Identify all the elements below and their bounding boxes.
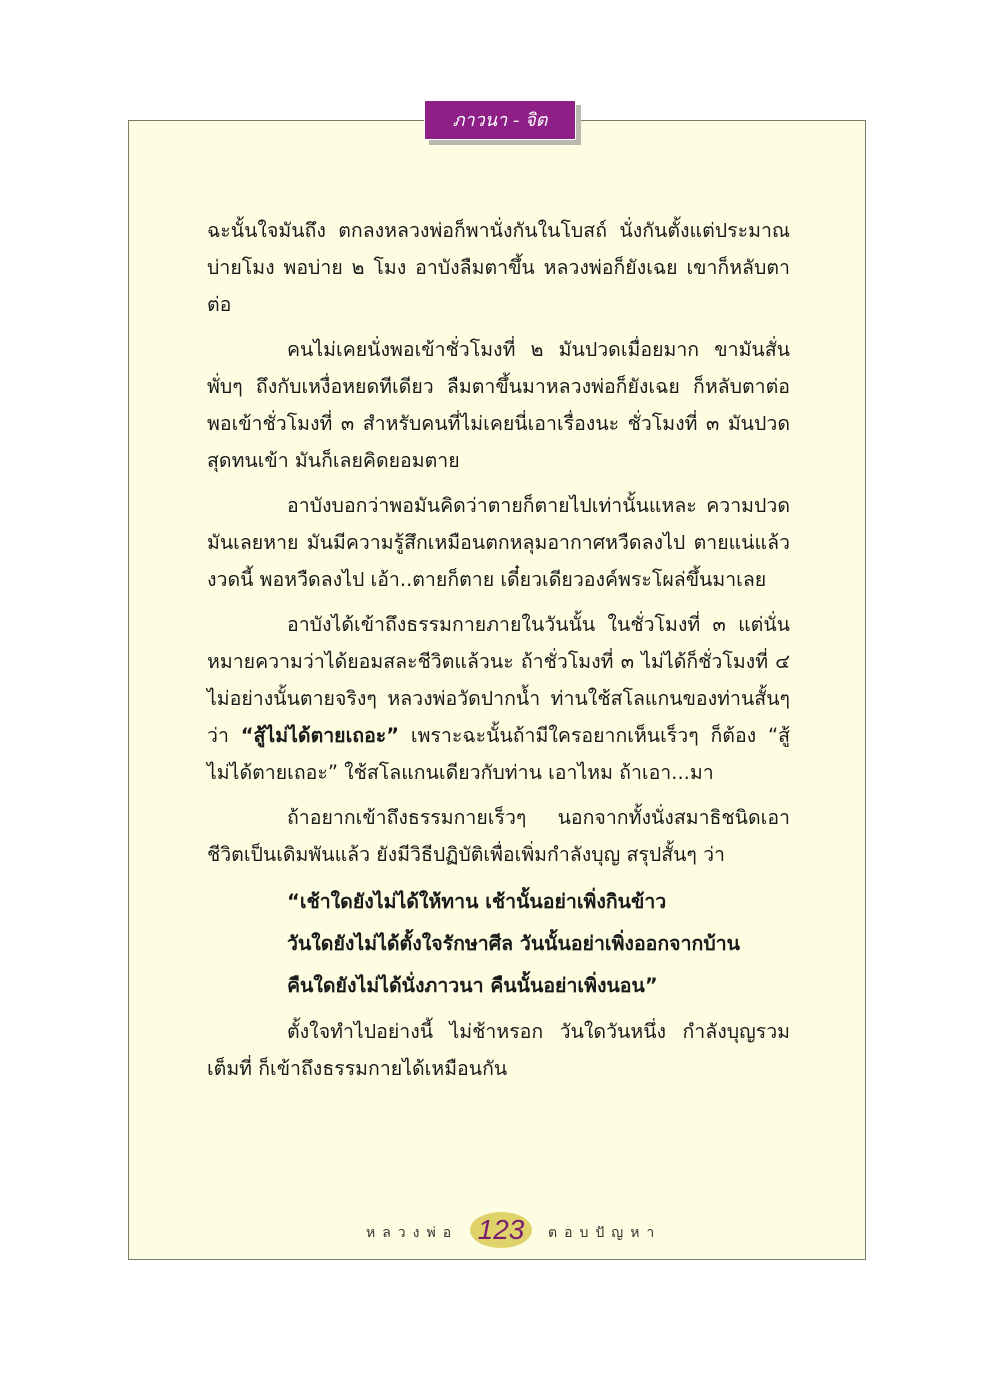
footer-book-title-left: หลวงพ่อ (366, 1225, 459, 1241)
section-title: ภาวนา - จิต (452, 110, 548, 131)
body-text (207, 212, 790, 1095)
page-number: 123 (470, 1212, 532, 1248)
paragraph (207, 1013, 790, 1087)
paragraph (207, 212, 790, 323)
section-title-tab (424, 100, 576, 140)
paragraph (207, 487, 790, 598)
paragraph-text: คนไม่เคยนั่งพอเข้าชั่วโมงที่ ๒ มันปวดเมื่อยมาก ขามันสั่นพั่บๆ ถึงกับเหงื่อหยดทีเดียว ลืมตาขึ้นมาหลวงพ่อก็ยังเฉย ก็หลับตาต่อ พอเข้าชั่วโมงที่ ๓ สำหรับคนที่ไม่เคยนี่เอาเรื่องนะ ชั่วโมงที่ ๓ มันปวดสุดทนเข้า มันก็เลยคิดยอมตาย (207, 338, 790, 472)
slogan-bold: “สู้ไม่ได้ตายเถอะ” (240, 724, 400, 747)
paragraph (207, 606, 790, 791)
quote-line: คืนใดยังไม่ได้นั่งภาวนา คืนนั้นอย่าเพิ่งนอน” (287, 974, 658, 997)
quote-block (287, 881, 790, 1007)
paragraph-text: ฉะนั้นใจมันถึง ตกลงหลวงพ่อก็พานั่งกันในโบสถ์ นั่งกันตั้งแต่ประมาณบ่ายโมง พอบ่าย ๒ โมง อาบังลืมตาขึ้น หลวงพ่อก็ยังเฉย เขาก็หลับตาต่อ (207, 219, 790, 316)
paragraph-text: ถ้าอยากเข้าถึงธรรมกายเร็วๆ นอกจากทั้งนั่งสมาธิชนิดเอาชีวิตเป็นเดิมพันแล้ว ยังมีวิธีปฏิบัติเพื่อเพิ่มกำลังบุญ สรุปสั้นๆ ว่า (207, 806, 790, 866)
page-footer (128, 1210, 866, 1254)
footer-book-title-right: ตอบปัญหา (548, 1225, 662, 1241)
paragraph (207, 331, 790, 479)
paragraph-text: เพราะฉะนั้นถ้ามีใครอยากเห็นเร็วๆ ก็ต้อง “สู้ไม่ได้ตายเถอะ” ใช้สโลแกนเดียวกับท่าน เอาไหม ถ้าเอา...มา (207, 724, 790, 784)
quote-line: วันใดยังไม่ได้ตั้งใจรักษาศีล วันนั้นอย่าเพิ่งออกจากบ้าน (287, 932, 741, 955)
quote-line: “เช้าใดยังไม่ได้ให้ทาน เช้านั้นอย่าเพิ่งกินข้าว (287, 890, 667, 913)
paragraph-text: อาบังบอกว่าพอมันคิดว่าตายก็ตายไปเท่านั้นแหละ ความปวดมันเลยหาย มันมีความรู้สึกเหมือนตกหลุมอากาศหวืดลงไป ตายแน่แล้วงวดนี้ พอหวืดลงไป เอ้า..ตายก็ตาย เดี๋ยวเดียวองค์พระโผล่ขึ้นมาเลย (207, 494, 790, 591)
paragraph-text: อาบังได้เข้าถึงธรรมกายภายในวันนั้น ในชั่วโมงที่ ๓ แต่นั่นหมายความว่าได้ยอมสละชีวิตแล้วนะ ถ้าชั่วโมงที่ ๓ ไม่ได้ก็ชั่วโมงที่ ๔ ไม่อย่างนั้นตายจริงๆ หลวงพ่อวัดปากน้ำ ท่านใช้สโลแกนของท่านสั้นๆ ว่า (207, 613, 790, 747)
paragraph-text: ตั้งใจทำไปอย่างนี้ ไม่ช้าหรอก วันใดวันหนึ่ง กำลังบุญรวมเต็มที่ ก็เข้าถึงธรรมกายได้เหมือนกัน (207, 1020, 790, 1080)
paragraph (207, 799, 790, 873)
